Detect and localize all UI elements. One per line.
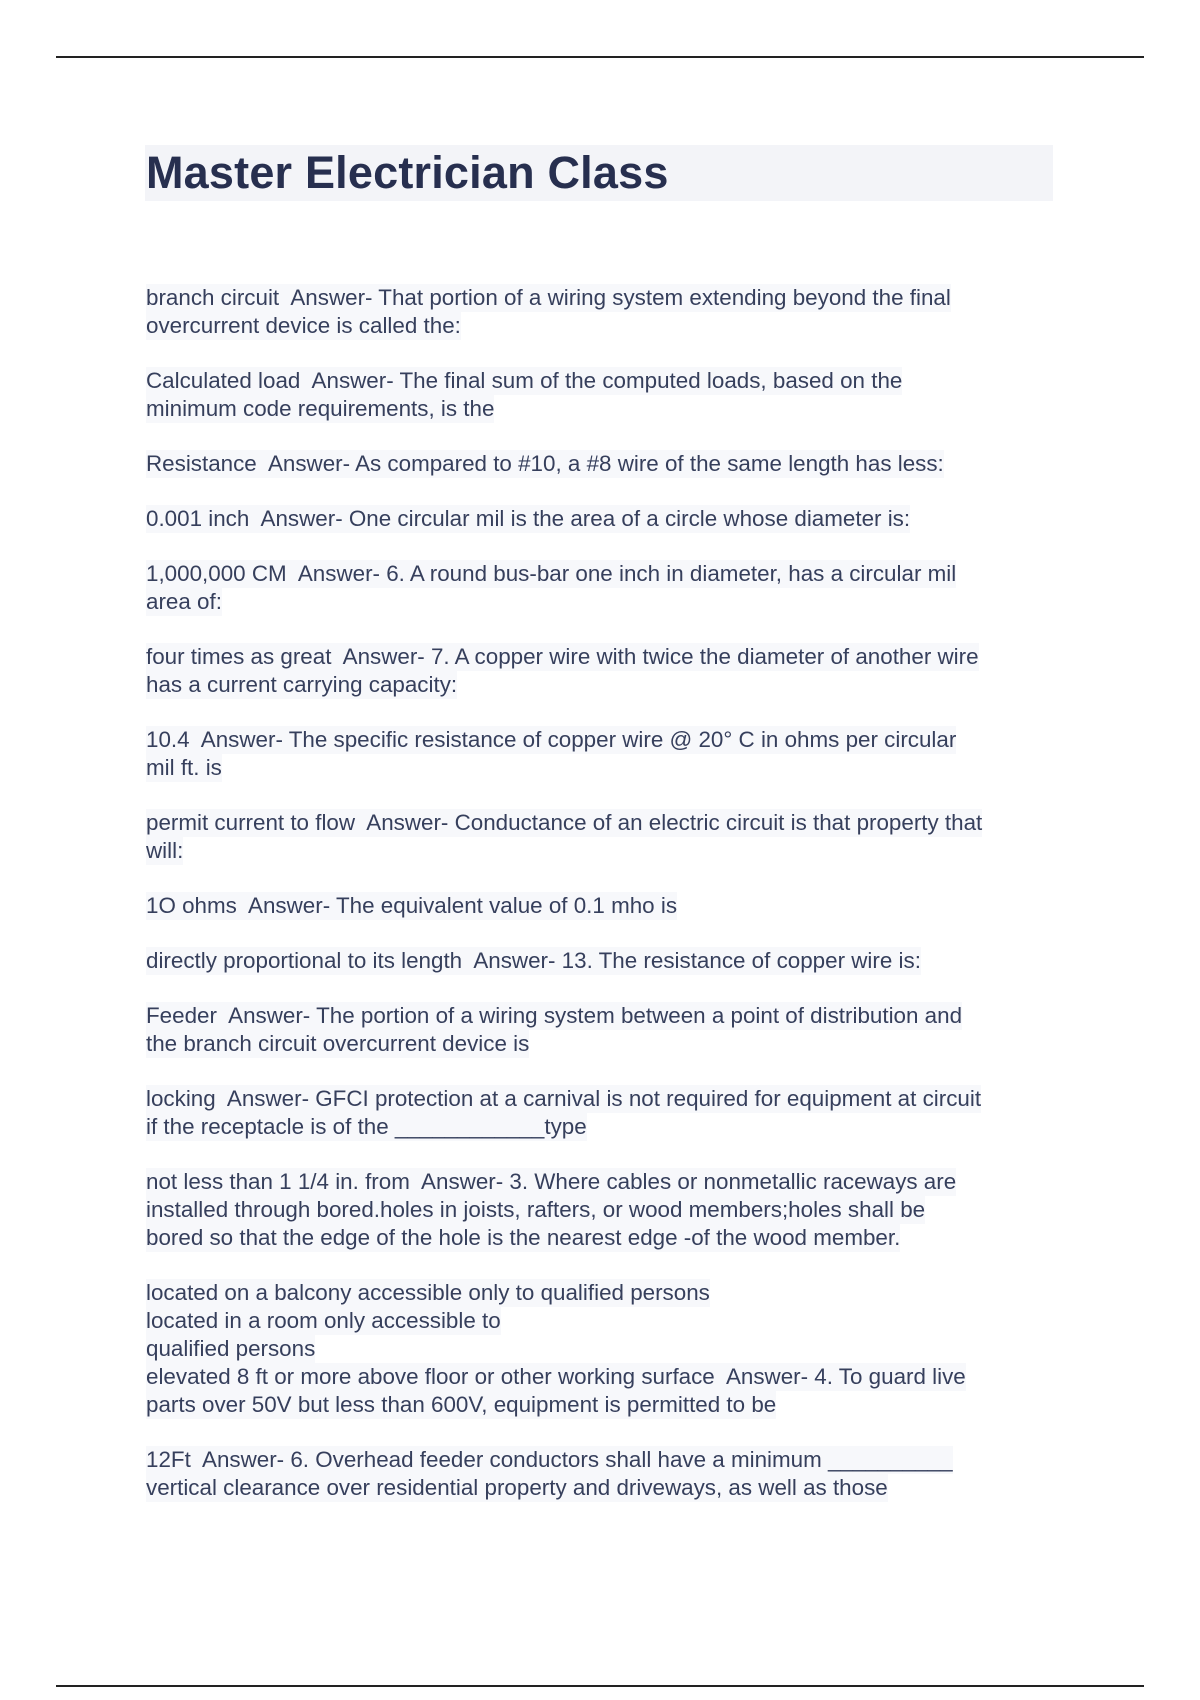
qa-line: 1O ohms Answer- The equivalent value of 0.1 mho is (146, 893, 678, 918)
qa-item (146, 947, 1056, 975)
qa-item (146, 1446, 1056, 1502)
qa-line: 10.4 Answer- The specific resistance of copper wire @ 20° C in ohms per circular (146, 727, 957, 752)
qa-line: Resistance Answer- As compared to #10, a #8 wire of the same length has less: (146, 451, 944, 476)
qa-item (146, 726, 1056, 782)
qa-line: overcurrent device is called the: (146, 313, 461, 338)
qa-item (146, 367, 1056, 423)
qa-item (146, 505, 1056, 533)
qa-item (146, 1168, 1056, 1252)
qa-line: branch circuit Answer- That portion of a wiring system extending beyond the final (146, 285, 951, 310)
qa-item (146, 1002, 1056, 1058)
qa-line: area of: (146, 589, 222, 614)
qa-line: locking Answer- GFCI protection at a carnival is not required for equipment at circuit (146, 1086, 982, 1111)
qa-list (146, 284, 1056, 1529)
qa-line: installed through bored.holes in joists, rafters, or wood members;holes shall be (146, 1197, 926, 1222)
bottom-rule (56, 1685, 1144, 1687)
qa-line: four times as great Answer- 7. A copper wire with twice the diameter of another wire (146, 644, 979, 669)
qa-item (146, 892, 1056, 920)
qa-line: located on a balcony accessible only to qualified persons (146, 1280, 710, 1305)
qa-line: if the receptacle is of the ____________type (146, 1114, 587, 1139)
qa-item (146, 450, 1056, 478)
qa-line: qualified persons (146, 1336, 316, 1361)
qa-line: parts over 50V but less than 600V, equipment is permitted to be (146, 1392, 777, 1417)
qa-item (146, 643, 1056, 699)
qa-line: the branch circuit overcurrent device is (146, 1031, 530, 1056)
page-title: Master Electrician Class (146, 147, 669, 198)
qa-line: not less than 1 1/4 in. from Answer- 3. Where cables or nonmetallic raceways are (146, 1169, 957, 1194)
qa-item (146, 1279, 1056, 1419)
qa-line: Feeder Answer- The portion of a wiring system between a point of distribution and (146, 1003, 963, 1028)
qa-line: has a current carrying capacity: (146, 672, 458, 697)
qa-line: directly proportional to its length Answer- 13. The resistance of copper wire is: (146, 948, 921, 973)
qa-item (146, 284, 1056, 340)
qa-line: permit current to flow Answer- Conductance of an electric circuit is that property that (146, 810, 983, 835)
qa-item (146, 1085, 1056, 1141)
qa-line: mil ft. is (146, 755, 222, 780)
qa-item (146, 560, 1056, 616)
qa-line: 0.001 inch Answer- One circular mil is the area of a circle whose diameter is: (146, 506, 911, 531)
qa-item (146, 809, 1056, 865)
qa-line: Calculated load Answer- The final sum of the computed loads, based on the (146, 368, 903, 393)
qa-line: minimum code requirements, is the (146, 396, 495, 421)
qa-line: 12Ft Answer- 6. Overhead feeder conductors shall have a minimum __________ (146, 1447, 953, 1472)
qa-line: will: (146, 838, 184, 863)
qa-line: elevated 8 ft or more above floor or other working surface Answer- 4. To guard live (146, 1364, 966, 1389)
qa-line: 1,000,000 CM Answer- 6. A round bus-bar one inch in diameter, has a circular mil (146, 561, 957, 586)
qa-line: vertical clearance over residential property and driveways, as well as those (146, 1475, 888, 1500)
qa-line: located in a room only accessible to (146, 1308, 501, 1333)
qa-line: bored so that the edge of the hole is the nearest edge -of the wood member. (146, 1225, 901, 1250)
top-rule (56, 56, 1144, 58)
